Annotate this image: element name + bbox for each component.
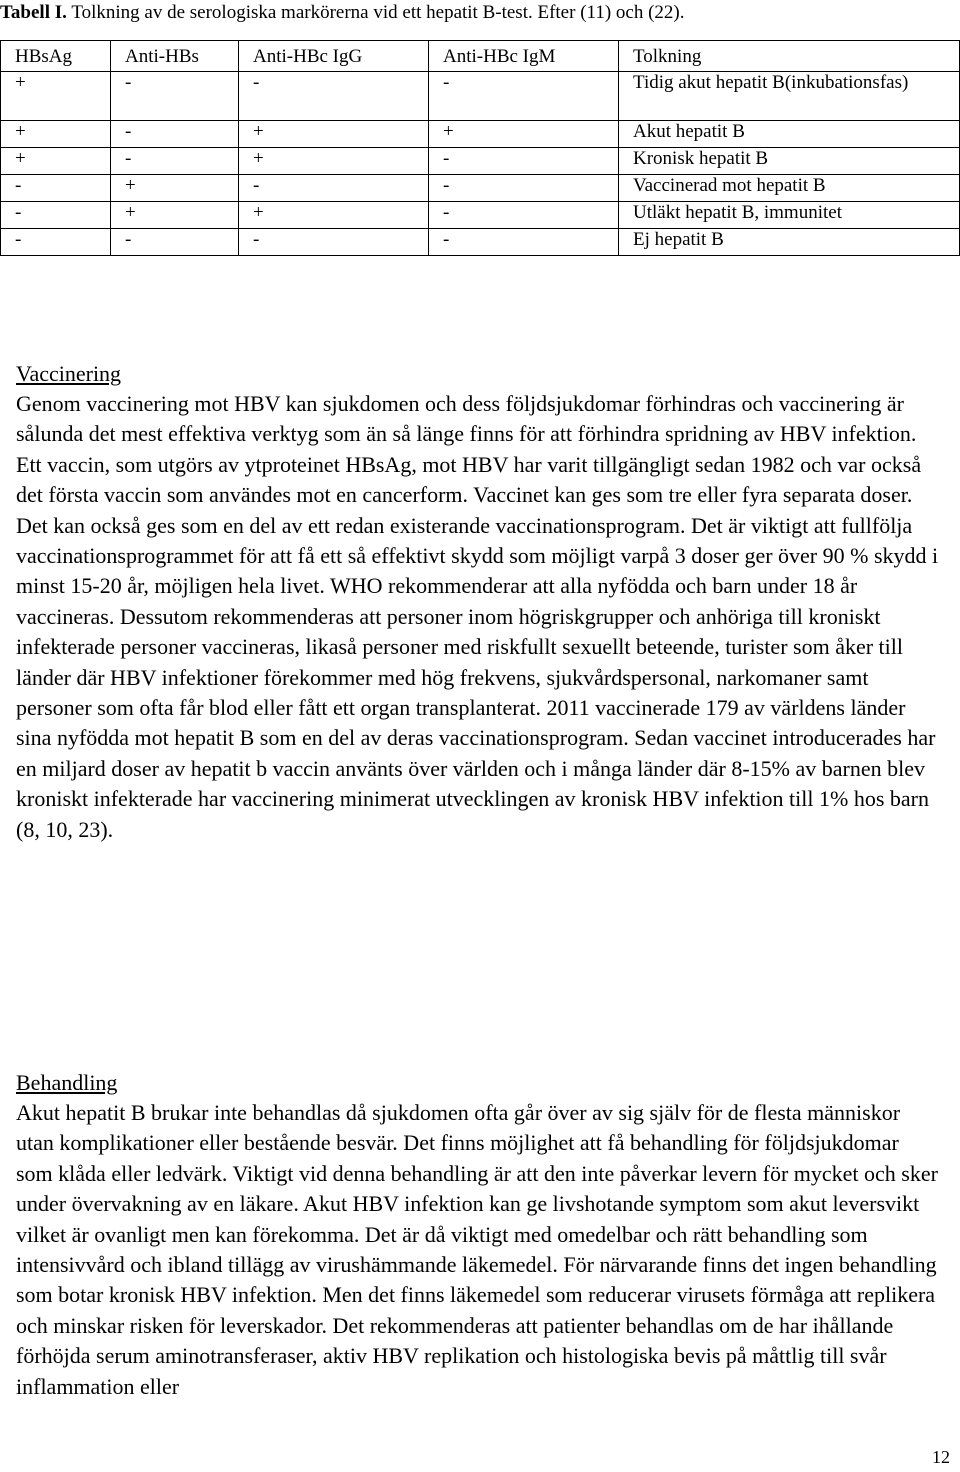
section-vaccinering: [16, 358, 940, 845]
table-cell: +: [1, 121, 111, 148]
col-header-anti-hbc-igm: Anti-HBc IgM: [429, 41, 619, 72]
table-cell: -: [429, 148, 619, 175]
section-behandling: [16, 1067, 940, 1402]
table-cell: -: [111, 121, 239, 148]
table-cell: -: [239, 72, 429, 121]
table-row: [1, 229, 960, 256]
table-cell: -: [1, 202, 111, 229]
table-cell: -: [429, 175, 619, 202]
table-cell: +: [111, 175, 239, 202]
table-header-row: [1, 41, 960, 72]
table-cell-interpretation: Utläkt hepatit B, immunitet: [619, 202, 960, 229]
table-cell: +: [239, 148, 429, 175]
table-cell-interpretation: Ej hepatit B: [619, 229, 960, 256]
table-row: [1, 148, 960, 175]
table-cell: -: [1, 175, 111, 202]
section-body-behandling: Akut hepatit B brukar inte behandlas då sjukdomen ofta går över av sig själv för de flesta människor utan komplikationer eller bestående besvär. Det finns möjlighet att få behandling för följdsjukdomar som klåda eller ledvärk. Viktigt vid denna behandling är att den inte påverkar levern för mycket och sker under övervakning av en läkare. Akut HBV infektion kan ge livshotande symptom som akut leversvikt vilket är ovanligt men kan förekomma. Det är då viktigt med omedelbar och rätt behandling som intensivvård och ibland tillägg av virushämmande läkemedel. För närvarande finns det ingen behandling som botar kronisk HBV infektion. Men det finns läkemedel som reducerar virusets förmåga att replikera och minskar risken för leverskador. Det rekommenderas att patienter behandlas om de har ihållande förhöjda serum aminotransferaser, aktiv HBV replikation och histologiska bevis på måttlig till svår inflammation eller: [16, 1100, 938, 1399]
col-header-tolkning: Tolkning: [619, 41, 960, 72]
table-row: [1, 72, 960, 121]
table-cell: -: [429, 202, 619, 229]
table-cell: -: [111, 229, 239, 256]
col-header-anti-hbc-igg: Anti-HBc IgG: [239, 41, 429, 72]
table-cell: +: [1, 72, 111, 121]
section-heading-vaccinering: Vaccinering: [16, 361, 122, 386]
table-cell: -: [1, 229, 111, 256]
table-caption-text: Tolkning av de serologiska markörerna vid ett hepatit B-test. Efter (11) och (22).: [71, 2, 685, 23]
table-cell: -: [111, 148, 239, 175]
table-cell: -: [239, 229, 429, 256]
table-cell-interpretation: Akut hepatit B: [619, 121, 960, 148]
table-cell: +: [239, 121, 429, 148]
table-cell: +: [1, 148, 111, 175]
table-cell: +: [239, 202, 429, 229]
table-caption-label: Tabell I.: [0, 2, 67, 23]
table-cell: +: [111, 202, 239, 229]
table-cell: -: [111, 72, 239, 121]
table-cell: -: [429, 72, 619, 121]
table-row: [1, 202, 960, 229]
table-cell: -: [429, 229, 619, 256]
section-heading-behandling: Behandling: [16, 1070, 118, 1095]
table-cell-interpretation: Tidig akut hepatit B(inkubationsfas): [619, 72, 960, 121]
section-body-vaccinering: Genom vaccinering mot HBV kan sjukdomen och dess följdsjukdomar förhindras och vaccinering är sålunda det mest effektiva verktyg som än så länge finns för att förhindra spridning av HBV infektion. Ett vaccin, som utgörs av ytproteinet HBsAg, mot HBV har varit tillgängligt sedan 1982 och var också det första vaccin som användes mot en cancerform. Vaccinet kan ges som tre eller fyra separata doser. Det kan också ges som en del av ett redan existerande vaccinationsprogram. Det är viktigt att fullfölja vaccinationsprogrammet för att få ett så effektivt skydd som möjligt varpå 3 doser ger över 90 % skydd i minst 15-20 år, möjligen hela livet. WHO rekommenderar att alla nyfödda och barn under 18 år vaccineras. Dessutom rekommenderas att personer inom högriskgrupper och anhöriga till kroniskt infekterade personer vaccineras, likaså personer med riskfullt sexuellt beteende, turister som åker till länder där HBV infektioner förekommer med hög frekvens, sjukvårdspersonal, narkomaner samt personer som ofta får blod eller fått ett organ transplanterat. 2011 vaccinerade 179 av världens länder sina nyfödda mot hepatit B som en del av deras vaccinationsprogram. Sedan vaccinet introducerades har en miljard doser av hepatit b vaccin använts över världen och i många länder där 8-15% av barnen blev kroniskt infekterade har vaccinering minimerat utvecklingen av kronisk HBV infektion till 1% hos barn (8, 10, 23).: [16, 391, 939, 842]
table-row: [1, 121, 960, 148]
table-cell: +: [429, 121, 619, 148]
col-header-hbsag: HBsAg: [1, 41, 111, 72]
page-number: 12: [932, 1447, 950, 1467]
table-cell-interpretation: Vaccinerad mot hepatit B: [619, 175, 960, 202]
table-cell: -: [239, 175, 429, 202]
table-caption: [0, 0, 960, 26]
table-cell-interpretation: Kronisk hepatit B: [619, 148, 960, 175]
table-row: [1, 175, 960, 202]
serology-table: [0, 40, 960, 256]
col-header-anti-hbs: Anti-HBs: [111, 41, 239, 72]
